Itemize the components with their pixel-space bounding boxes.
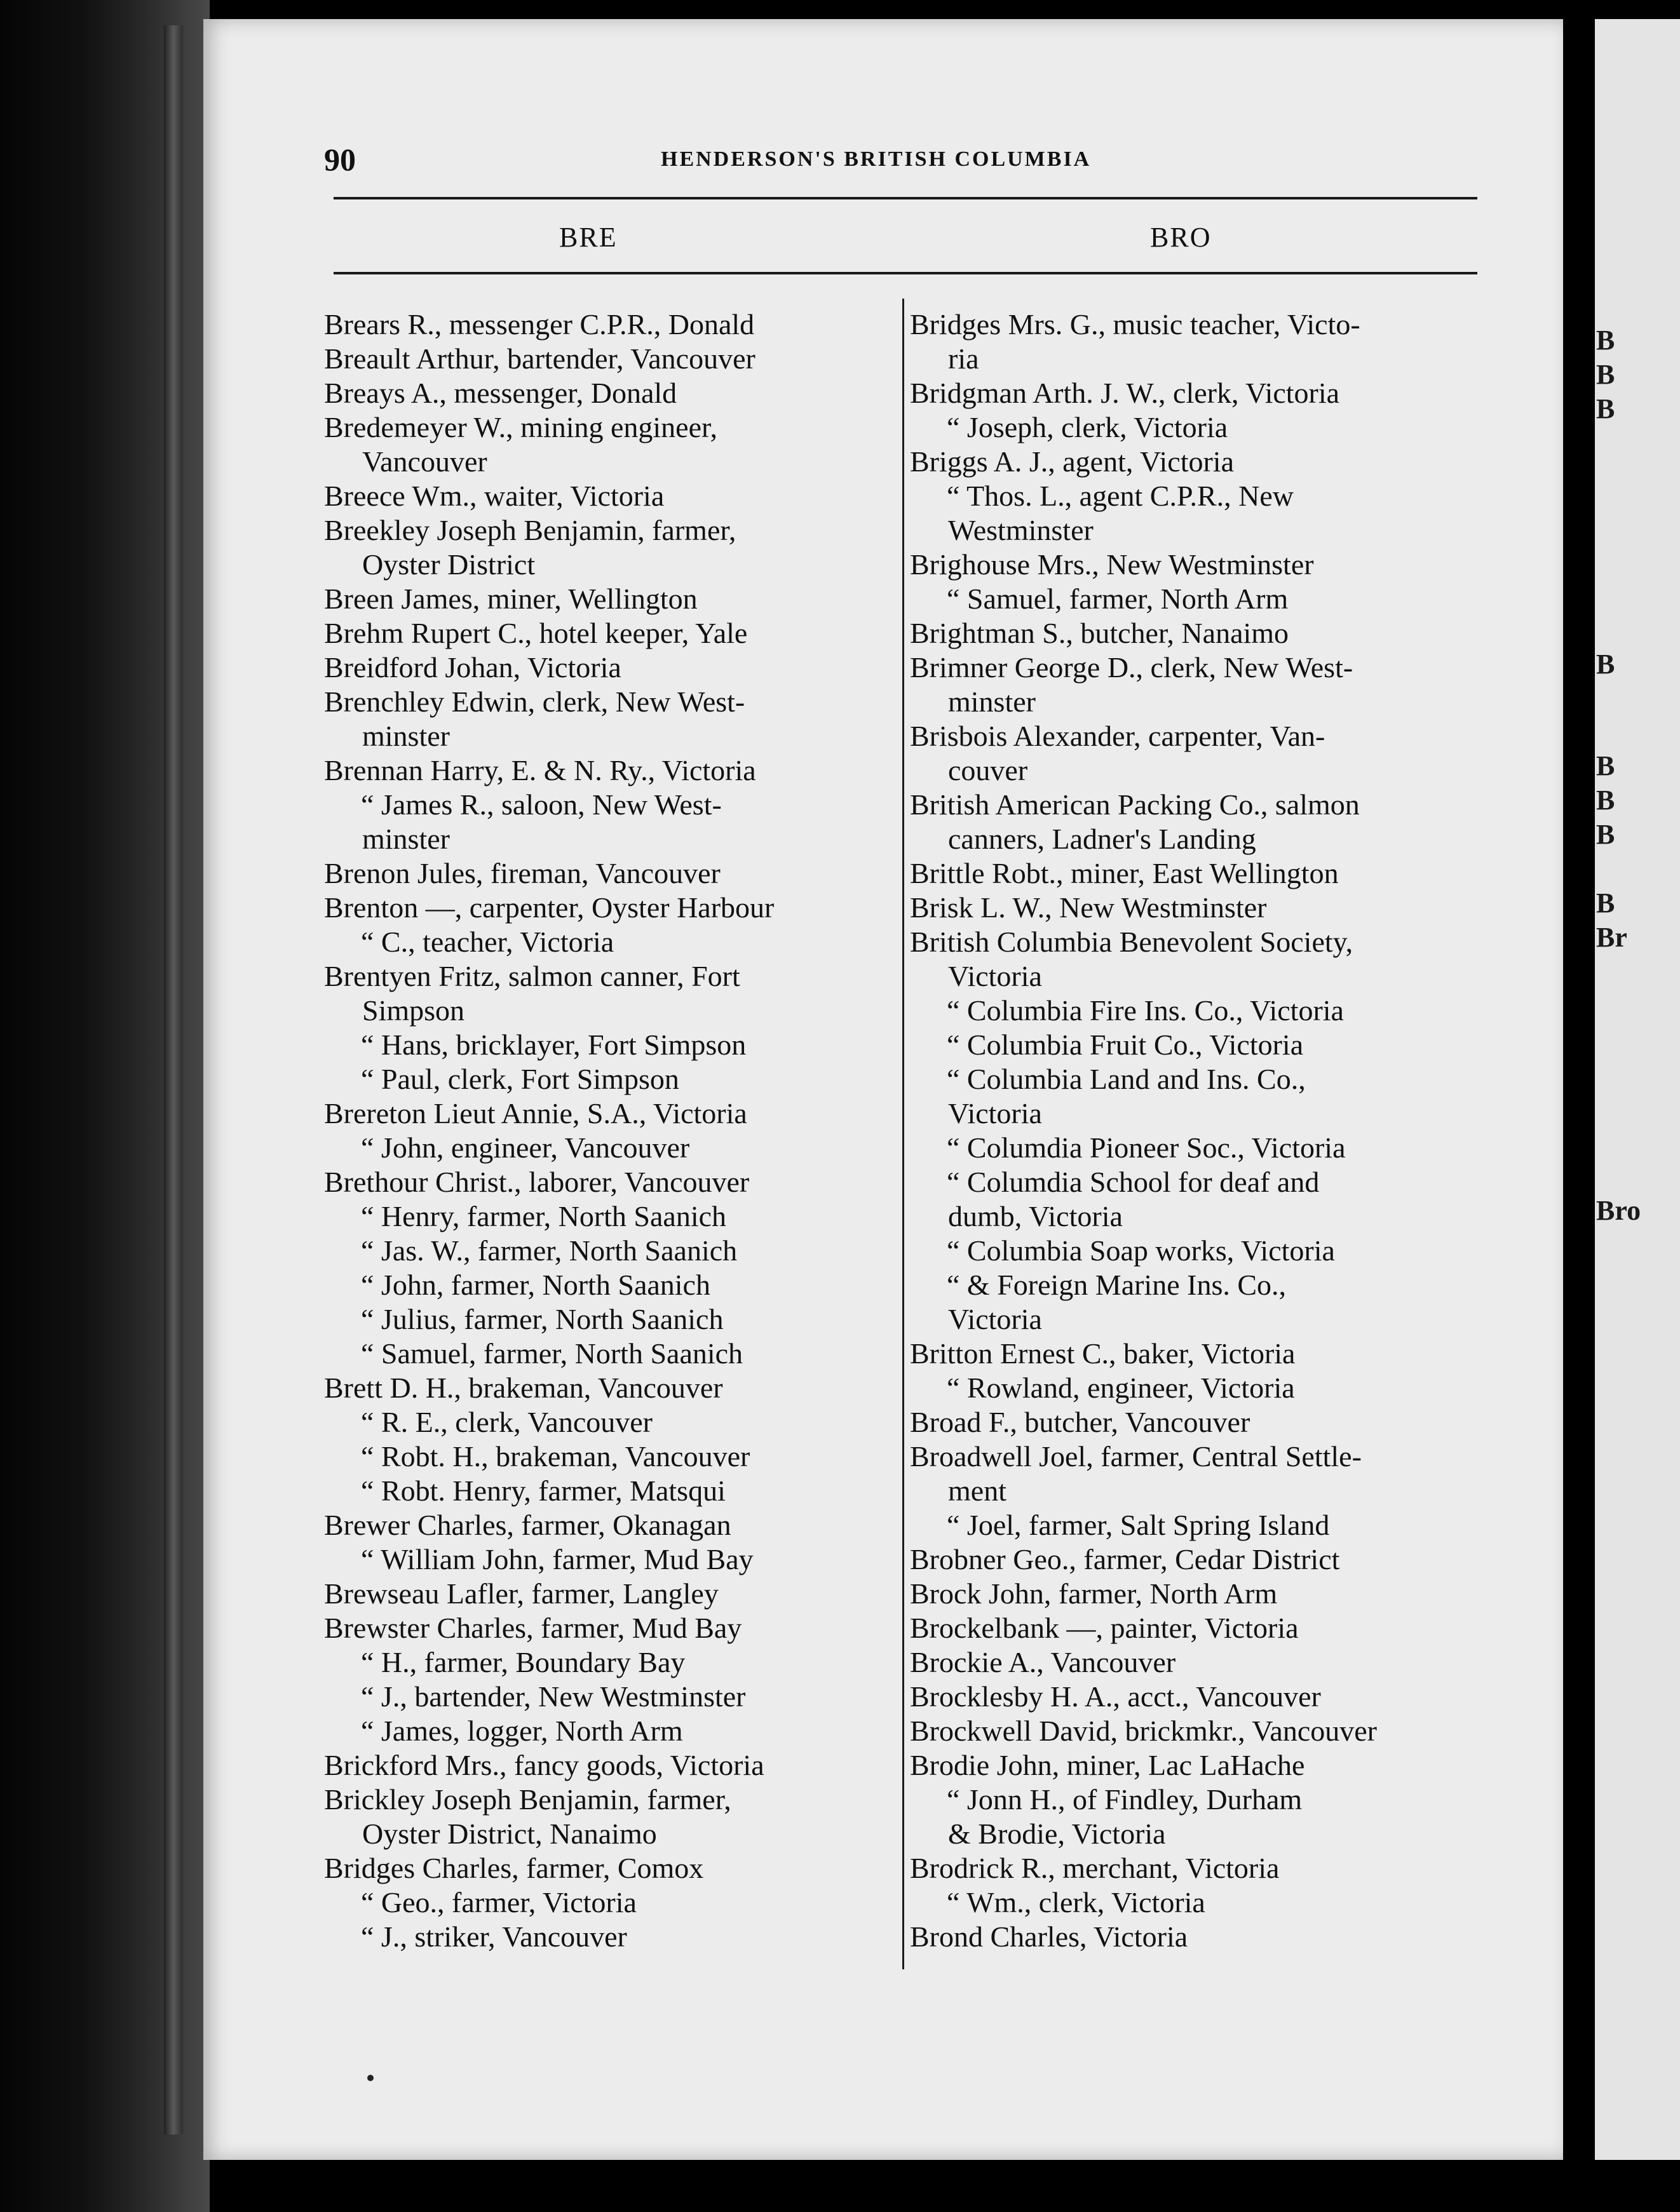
directory-entry-line: Breekley Joseph Benjamin, farmer, [324, 514, 736, 546]
page-gutter [1563, 0, 1595, 2212]
directory-entry-line: “ Columdia School for deaf and [947, 1166, 1320, 1198]
directory-entry-line: Brond Charles, Victoria [910, 1920, 1188, 1953]
directory-entry-line: & Brodie, Victoria [948, 1817, 1166, 1850]
directory-entry-line: Brett D. H., brakeman, Vancouver [324, 1372, 723, 1404]
directory-entry-line: “ Robt. H., brakeman, Vancouver [361, 1440, 750, 1473]
directory-entry-line: “ Julius, farmer, North Saanich [361, 1303, 724, 1335]
directory-entry-line: “ Wm., clerk, Victoria [947, 1886, 1205, 1919]
directory-entry-line: Oyster District, Nanaimo [362, 1817, 657, 1850]
directory-entry-line: Brightman S., butcher, Nanaimo [910, 617, 1289, 649]
directory-entry-line: ment [948, 1474, 1006, 1507]
header-rule [334, 197, 1477, 199]
book-title: HENDERSON'S BRITISH COLUMBIA [661, 147, 1092, 171]
directory-entry-line: “ Columbia Land and Ins. Co., [947, 1063, 1306, 1095]
directory-entry-line: Brewseau Lafler, farmer, Langley [324, 1577, 719, 1610]
directory-entry-line: “ & Foreign Marine Ins. Co., [947, 1269, 1287, 1301]
directory-entry-line: Victoria [948, 960, 1042, 992]
directory-entry-line: “ H., farmer, Boundary Bay [361, 1646, 686, 1678]
directory-entry-line: “ John, engineer, Vancouver [361, 1131, 690, 1164]
directory-entry-line: “ Rowland, engineer, Victoria [947, 1372, 1295, 1404]
directory-entry-line: “ Thos. L., agent C.P.R., New [947, 480, 1294, 512]
directory-entry-line: “ John, farmer, North Saanich [361, 1269, 710, 1301]
directory-entry-line: canners, Ladner's Landing [948, 823, 1256, 855]
directory-entry-line: “ C., teacher, Victoria [361, 926, 614, 958]
directory-entry-line: Brenon Jules, fireman, Vancouver [324, 857, 721, 889]
directory-entry-line: Brockwell David, brickmkr., Vancouver [910, 1715, 1377, 1747]
directory-entry-line: Brenchley Edwin, clerk, New West- [324, 685, 745, 718]
running-head [324, 141, 1474, 179]
directory-entry-line: Brickley Joseph Benjamin, farmer, [324, 1783, 731, 1816]
directory-entry-line: Victoria [948, 1097, 1042, 1130]
directory-entry-line: Britton Ernest C., baker, Victoria [910, 1337, 1296, 1370]
directory-entry-line: couver [948, 754, 1028, 786]
directory-entry-line: Brethour Christ., laborer, Vancouver [324, 1166, 750, 1198]
directory-entry-line: Westminster [948, 514, 1094, 546]
ink-speck [367, 2075, 374, 2081]
adjacent-fragment: Br [1596, 922, 1627, 953]
page-edges [164, 25, 183, 2134]
directory-entry-line: Brock John, farmer, North Arm [910, 1577, 1278, 1610]
directory-entry-line: Brickford Mrs., fancy goods, Victoria [324, 1749, 764, 1781]
directory-entry-line: Briggs A. J., agent, Victoria [910, 445, 1234, 478]
directory-entry-line: Brodie John, miner, Lac LaHache [910, 1749, 1305, 1781]
directory-entry-line: “ Columdia Pioneer Soc., Victoria [947, 1131, 1346, 1164]
directory-entry-line: “ William John, farmer, Mud Bay [361, 1543, 754, 1575]
directory-entry-line: Brewster Charles, farmer, Mud Bay [324, 1612, 742, 1644]
directory-entry-line: Brockelbank —, painter, Victoria [910, 1612, 1299, 1644]
adjacent-fragment: B [1596, 887, 1615, 919]
directory-entry-line: “ Joel, farmer, Salt Spring Island [947, 1509, 1330, 1541]
directory-entry-line: “ Jas. W., farmer, North Saanich [361, 1234, 738, 1267]
directory-entry-line: “ Samuel, farmer, North Arm [947, 583, 1289, 615]
directory-entry-line: Breidford Johan, Victoria [324, 651, 621, 684]
directory-entry-line: Brereton Lieut Annie, S.A., Victoria [324, 1097, 747, 1130]
directory-entry-line: “ Samuel, farmer, North Saanich [361, 1337, 743, 1370]
directory-entry-line: Brisbois Alexander, carpenter, Van- [910, 720, 1325, 752]
left-column-heading: BRE [559, 222, 618, 253]
directory-entry-line: minster [948, 685, 1036, 718]
directory-entry-line: Brisk L. W., New Westminster [910, 891, 1267, 924]
directory-entry-line: “ Paul, clerk, Fort Simpson [361, 1063, 679, 1095]
directory-entry-line: “ J., striker, Vancouver [361, 1920, 627, 1953]
adjacent-fragment: B [1596, 359, 1615, 390]
directory-entry-line: Brentyen Fritz, salmon canner, Fort [324, 960, 740, 992]
left-column [324, 307, 896, 1954]
directory-entry-line: Victoria [948, 1303, 1042, 1335]
directory-entry-line: Bridges Mrs. G., music teacher, Victo- [910, 308, 1360, 341]
directory-entry-line: Vancouver [362, 445, 487, 478]
directory-entry-line: Brennan Harry, E. & N. Ry., Victoria [324, 754, 756, 786]
directory-entry-line: Brockie A., Vancouver [910, 1646, 1176, 1678]
column-divider [902, 299, 904, 1969]
directory-entry-line: minster [362, 720, 450, 752]
directory-entry-line: Broadwell Joel, farmer, Central Settle- [910, 1440, 1362, 1473]
directory-entry-line: “ Hans, bricklayer, Fort Simpson [361, 1028, 747, 1061]
adjacent-page [1595, 19, 1680, 2160]
directory-entry-line: Broad F., butcher, Vancouver [910, 1406, 1250, 1438]
directory-entry-line: Brewer Charles, farmer, Okanagan [324, 1509, 731, 1541]
adjacent-fragment: B [1596, 393, 1615, 424]
directory-entry-line: Brittle Robt., miner, East Wellington [910, 857, 1339, 889]
directory-entry-line: “ Henry, farmer, North Saanich [361, 1200, 727, 1232]
directory-entry-line: Breault Arthur, bartender, Vancouver [324, 342, 755, 375]
directory-entry-line: “ Jonn H., of Findley, Durham [947, 1783, 1303, 1816]
directory-entry-line: Breen James, miner, Wellington [324, 583, 698, 615]
directory-entry-line: Oyster District [362, 548, 536, 581]
directory-entry-line: British American Packing Co., salmon [910, 788, 1360, 821]
directory-entry-line: “ Columbia Soap works, Victoria [947, 1234, 1335, 1267]
directory-entry-line: minster [362, 823, 450, 855]
directory-entry-line: Bridgman Arth. J. W., clerk, Victoria [910, 377, 1340, 409]
directory-entry-line: “ Geo., farmer, Victoria [361, 1886, 637, 1919]
directory-entry-line: Bridges Charles, farmer, Comox [324, 1852, 704, 1884]
directory-entry-line: “ James R., saloon, New West- [361, 788, 722, 821]
directory-entry-line: Breece Wm., waiter, Victoria [324, 480, 665, 512]
directory-entry-line: Brears R., messenger C.P.R., Donald [324, 308, 755, 341]
directory-entry-line: “ James, logger, North Arm [361, 1715, 683, 1747]
adjacent-fragment: B [1596, 325, 1615, 356]
directory-entry-line: “ Robt. Henry, farmer, Matsqui [361, 1474, 726, 1507]
directory-entry-line: “ Columbia Fruit Co., Victoria [947, 1028, 1304, 1061]
directory-entry-line: Brighouse Mrs., New Westminster [910, 548, 1314, 581]
directory-entry-line: Breays A., messenger, Donald [324, 377, 677, 409]
column-heading-rule [334, 272, 1477, 274]
directory-entry-line: Brenton —, carpenter, Oyster Harbour [324, 891, 775, 924]
directory-entry-line: Brehm Rupert C., hotel keeper, Yale [324, 617, 748, 649]
directory-entry-line: Bredemeyer W., mining engineer, [324, 411, 717, 443]
directory-entry-line: Brodrick R., merchant, Victoria [910, 1852, 1280, 1884]
directory-entry-line: Brobner Geo., farmer, Cedar District [910, 1543, 1340, 1575]
adjacent-fragment: B [1596, 750, 1615, 781]
directory-entry-line: “ J., bartender, New Westminster [361, 1680, 746, 1713]
directory-entry-line: British Columbia Benevolent Society, [910, 926, 1353, 958]
right-column [910, 307, 1488, 1954]
adjacent-fragment: B [1596, 649, 1615, 680]
directory-entry-line: Simpson [362, 994, 465, 1027]
directory-entry-line: ria [948, 342, 979, 375]
page-number: 90 [324, 142, 356, 177]
directory-entry-line: dumb, Victoria [948, 1200, 1123, 1232]
right-column-heading: BRO [1150, 222, 1212, 253]
adjacent-fragment: B [1596, 819, 1615, 850]
directory-entry-line: “ R. E., clerk, Vancouver [361, 1406, 653, 1438]
directory-entry-line: Brimner George D., clerk, New West- [910, 651, 1353, 684]
adjacent-fragment: Bro [1596, 1195, 1641, 1226]
directory-entry-line: “ Columbia Fire Ins. Co., Victoria [947, 994, 1344, 1027]
directory-entry-line: Brocklesby H. A., acct., Vancouver [910, 1680, 1321, 1713]
adjacent-fragment: B [1596, 785, 1615, 816]
directory-entry-line: “ Joseph, clerk, Victoria [947, 411, 1228, 443]
